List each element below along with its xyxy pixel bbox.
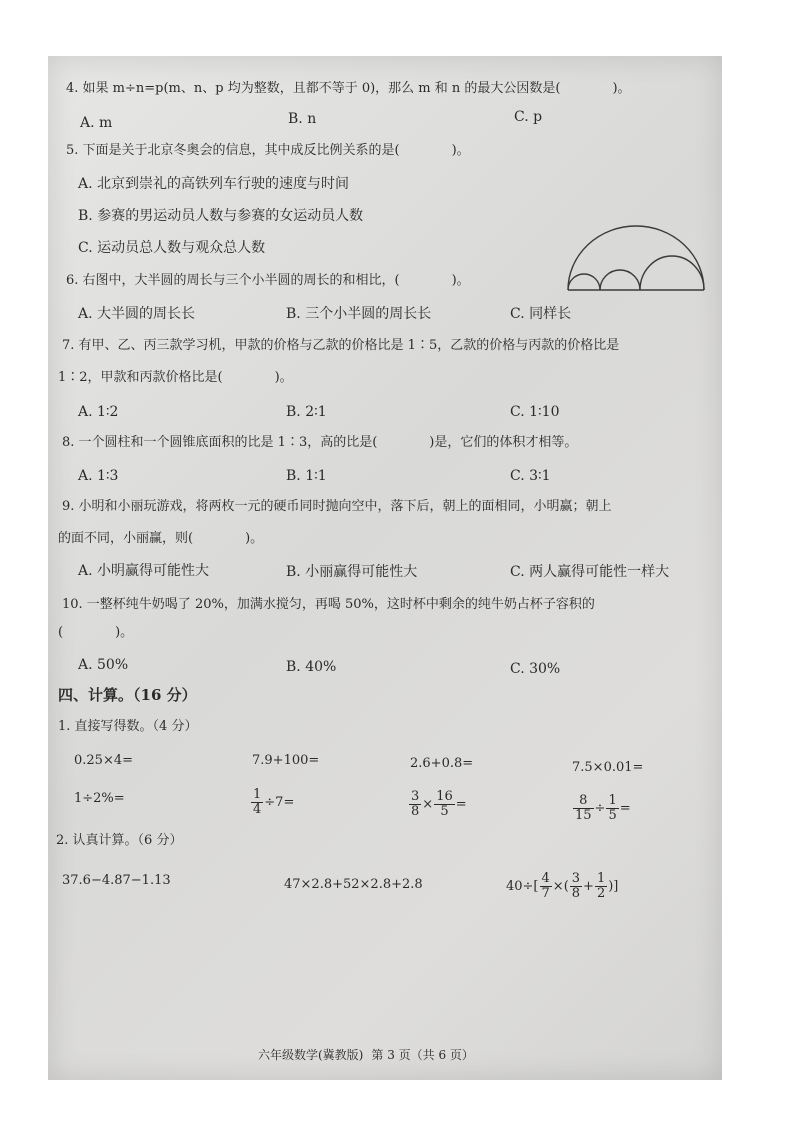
question-6-option-c: C. 同样长: [510, 306, 572, 322]
expression-6: $\frac{1}{4}$ ÷7=: [253, 787, 295, 817]
fraction-1-4: $\frac{1}{4}$: [253, 787, 262, 817]
fraction-1-5: $\frac{1}{5}$: [608, 793, 617, 823]
question-6-option-b: B. 三个小半圆的周长长: [286, 306, 432, 322]
question-6-option-a: A. 大半圆的周长长: [78, 306, 196, 322]
question-9-option-a: A. 小明赢得可能性大: [78, 563, 210, 579]
footer-subject: 六年级数学(冀教版): [258, 1048, 364, 1062]
question-4-option-a: A. m: [80, 115, 113, 131]
calculation-3: 40÷[ $\frac{4}{7}$ ×( $\frac{3}{8}$ + $\frac{1}{2}$ )]: [506, 871, 619, 901]
page-footer: [258, 1046, 474, 1063]
question-8-option-c: C. 3∶1: [510, 468, 551, 484]
question-9-line-2: 的面不同，小丽赢，则( )。: [58, 531, 264, 546]
expression-1: 0.25×4=: [74, 753, 134, 768]
question-4-stem: 4. 如果 m÷n=p(m、n、p 均为整数，且都不等于 0)，那么 m 和 n 的最大公因数是( )。: [66, 81, 631, 96]
question-9-option-b: B. 小丽赢得可能性大: [286, 564, 418, 580]
question-10-option-b: B. 40%: [286, 659, 337, 675]
question-5-option-a: A. 北京到崇礼的高铁列车行驶的速度与时间: [78, 176, 350, 192]
question-8-stem: 8. 一个圆柱和一个圆锥底面积的比是 1∶3，高的比是( )是，它们的体积才相等。: [62, 435, 578, 450]
question-7-option-a: A. 1∶2: [78, 404, 119, 420]
question-9-option-c: C. 两人赢得可能性一样大: [510, 564, 670, 580]
fraction-4-7: $\frac{4}{7}$: [541, 871, 550, 901]
section-4-title: 四、计算。（16 分）: [58, 686, 197, 704]
question-5-stem: 5. 下面是关于北京冬奥会的信息，其中成反比例关系的是( )。: [66, 143, 470, 158]
footer-page-number: 第 3 页（共 6 页）: [371, 1048, 474, 1062]
fraction-16-5: $\frac{16}{5}$: [436, 789, 453, 819]
question-5-option-c: C. 运动员总人数与观众总人数: [78, 240, 266, 256]
semicircle-figure: [562, 220, 710, 294]
question-9-line-1: 9. 小明和小丽玩游戏，将两枚一元的硬币同时抛向空中，落下后，朝上的面相同，小明赢；朝上: [62, 499, 612, 514]
question-7-line-2: 1∶2，甲款和丙款价格比是( )。: [58, 370, 293, 385]
expression-8: $\frac{8}{15}$ ÷ $\frac{1}{5}$ =: [575, 793, 631, 823]
calculation-2: 47×2.8+52×2.8+2.8: [284, 877, 423, 892]
expression-7: $\frac{3}{8}$ × $\frac{16}{5}$ =: [411, 789, 467, 819]
question-10-option-c: C. 30%: [510, 661, 561, 677]
question-7-option-b: B. 2∶1: [286, 404, 327, 420]
question-5-option-b: B. 参赛的男运动员人数与参赛的女运动员人数: [78, 208, 364, 224]
question-6-stem: 6. 右图中，大半圆的周长与三个小半圆的周长的和相比，( )。: [66, 273, 470, 288]
question-8-option-a: A. 1∶3: [78, 468, 119, 484]
fraction-1-2: $\frac{1}{2}$: [596, 871, 606, 901]
fraction-3-8-b: $\frac{3}{8}$: [571, 871, 581, 901]
question-10-line-2: ( )。: [58, 625, 134, 640]
expression-5: 1÷2%=: [74, 791, 125, 806]
question-10-line-1: 10. 一整杯纯牛奶喝了 20%，加满水搅匀，再喝 50%，这时杯中剩余的纯牛奶占杯子容积的: [62, 597, 595, 612]
question-7-option-c: C. 1∶10: [510, 404, 560, 420]
question-7-line-1: 7. 有甲、乙、丙三款学习机，甲款的价格与乙款的价格比是 1∶5，乙款的价格与丙款的价格比是: [62, 338, 620, 353]
question-8-option-b: B. 1∶1: [286, 468, 327, 484]
part-2-title: 2. 认真计算。（6 分）: [56, 833, 183, 848]
question-4-option-c: C. p: [514, 109, 543, 125]
part-1-title: 1. 直接写得数。（4 分）: [58, 719, 198, 734]
expression-2: 7.9+100=: [252, 753, 320, 768]
question-10-option-a: A. 50%: [78, 657, 129, 673]
fraction-3-8: $\frac{3}{8}$: [411, 789, 420, 819]
fraction-8-15: $\frac{8}{15}$: [575, 793, 592, 823]
expression-4: 7.5×0.01=: [572, 760, 644, 775]
calculation-1: 37.6−4.87−1.13: [62, 873, 171, 888]
question-4-option-b: B. n: [288, 111, 317, 127]
expression-3: 2.6+0.8=: [410, 756, 474, 771]
